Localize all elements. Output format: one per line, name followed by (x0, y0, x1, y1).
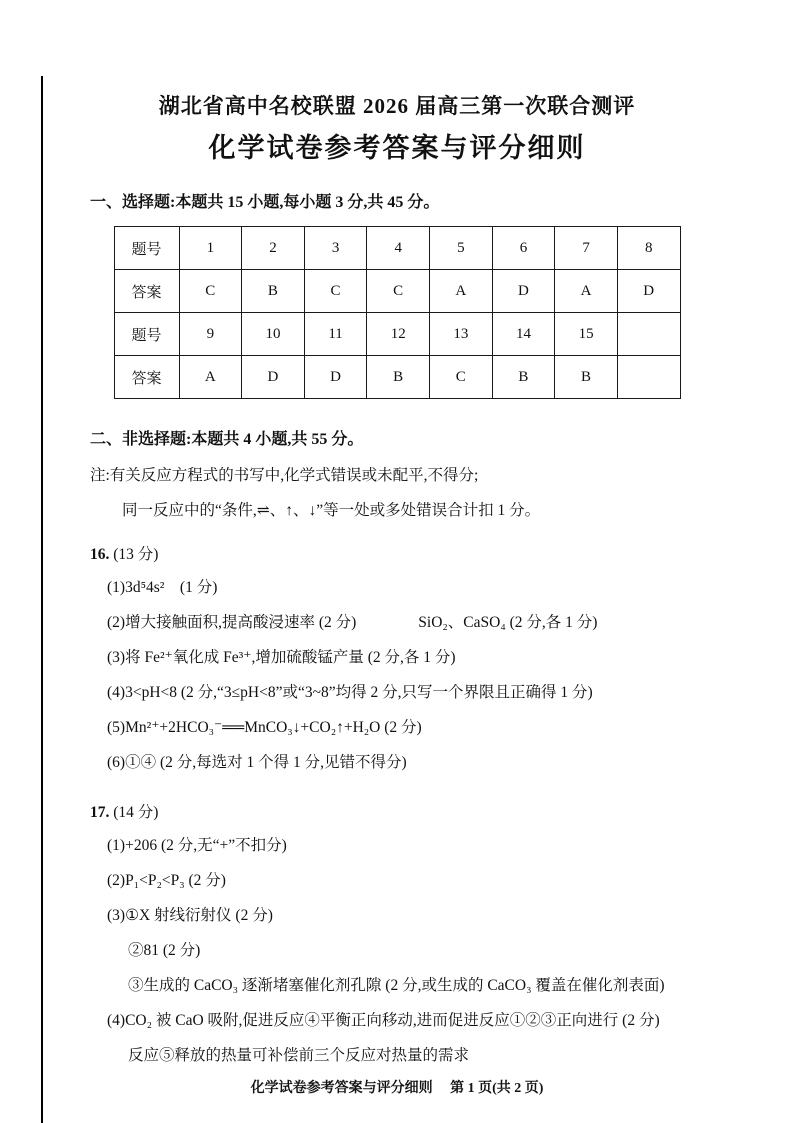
answer-line: (2)P₁<P₂<P₃ (2 分) (107, 872, 226, 889)
document-subtitle: 化学试卷参考答案与评分细则 (208, 133, 586, 163)
answer-line: ②81 (2 分) (128, 942, 201, 959)
grading-note-line-1: 注:有关反应方程式的书写中,化学式错误或未配平,不得分; (90, 467, 479, 484)
table-cell: C (179, 270, 242, 313)
table-cell (617, 313, 680, 356)
answer-line: (3)①X 射线衍射仪 (2 分) (107, 907, 273, 924)
answer-line: (1)3d⁵4s² (1 分) (107, 579, 218, 596)
table-row (114, 313, 680, 356)
grading-note-line-2: 同一反应中的“条件,⇌、↑、↓”等一处或多处错误合计扣 1 分。 (122, 502, 541, 519)
table-cell: 5 (430, 227, 493, 270)
table-cell: 15 (555, 313, 618, 356)
table-cell: 2 (242, 227, 305, 270)
choice-section-heading: 一、选择题:本题共 15 小题,每小题 3 分,共 45 分。 (90, 194, 440, 211)
table-cell: 11 (304, 313, 367, 356)
table-cell: 7 (555, 227, 618, 270)
table-cell: A (430, 270, 493, 313)
free-response-section-heading: 二、非选择题:本题共 4 小题,共 55 分。 (90, 431, 364, 448)
document-title: 湖北省高中名校联盟 2026 届高三第一次联合测评 (158, 94, 636, 118)
table-row (114, 227, 680, 270)
question-17-score: (14 分) (113, 804, 159, 821)
answer-line: (4)CO₂ 被 CaO 吸附,促进反应④平衡正向移动,进而促进反应①②③正向进行 (2 分) (107, 1012, 660, 1029)
table-cell: 8 (617, 227, 680, 270)
table-cell: 3 (304, 227, 367, 270)
table-cell: 4 (367, 227, 430, 270)
question-17-number: 17. (90, 804, 110, 821)
question-17-block (90, 798, 704, 1073)
answer-line: (4)3<pH<8 (2 分,“3≤pH<8”或“3~8”均得 2 分,只写一个界限且正确得 1 分) (107, 684, 593, 701)
answer-line: (3)将 Fe²⁺氧化成 Fe³⁺,增加硫酸锰产量 (2 分,各 1 分) (107, 649, 456, 666)
table-cell: C (304, 270, 367, 313)
table-cell: B (492, 356, 555, 399)
table-row (114, 356, 680, 399)
table-cell: 题号 (114, 227, 179, 270)
footer-document-title: 化学试卷参考答案与评分细则 (250, 1081, 433, 1096)
table-cell: B (242, 270, 305, 313)
question-16-number: 16. (90, 546, 110, 563)
footer-page-number: 第 1 页(共 2 页) (450, 1081, 544, 1096)
page-footer (0, 1077, 794, 1097)
answer-line: ③生成的 CaCO₃ 逐渐堵塞催化剂孔隙 (2 分,或生成的 CaCO₃ 覆盖在催化剂表面) (128, 977, 665, 994)
answer-line: 反应⑤释放的热量可补偿前三个反应对热量的需求 (128, 1047, 470, 1064)
table-cell: A (179, 356, 242, 399)
question-16-score: (13 分) (113, 546, 159, 563)
question-16-header (90, 540, 704, 570)
table-cell: C (367, 270, 430, 313)
table-cell: D (304, 356, 367, 399)
question-16-block (90, 540, 704, 780)
table-cell: C (430, 356, 493, 399)
table-cell: 1 (179, 227, 242, 270)
table-cell: 13 (430, 313, 493, 356)
table-cell (617, 356, 680, 399)
choice-answer-table (114, 226, 681, 399)
answer-line: (2)增大接触面积,提高酸浸速率 (2 分) SiO₂、CaSO₄ (2 分,各 1 分) (107, 614, 598, 631)
table-cell: 10 (242, 313, 305, 356)
table-cell: 12 (367, 313, 430, 356)
table-cell: 题号 (114, 313, 179, 356)
table-cell: 答案 (114, 356, 179, 399)
scan-edge-line (41, 76, 43, 1123)
table-cell: 9 (179, 313, 242, 356)
table-cell: D (242, 356, 305, 399)
table-cell: B (555, 356, 618, 399)
question-17-header (90, 798, 704, 828)
table-cell: B (367, 356, 430, 399)
table-cell: D (617, 270, 680, 313)
table-cell: 答案 (114, 270, 179, 313)
answer-line: (1)+206 (2 分,无“+”不扣分) (107, 837, 287, 854)
table-cell: A (555, 270, 618, 313)
table-cell: 6 (492, 227, 555, 270)
answer-line: (5)Mn²⁺+2HCO₃⁻══MnCO₃↓+CO₂↑+H₂O (2 分) (107, 719, 422, 736)
table-cell: D (492, 270, 555, 313)
table-row (114, 270, 680, 313)
answer-line: (6)①④ (2 分,每选对 1 个得 1 分,见错不得分) (107, 754, 407, 771)
table-cell: 14 (492, 313, 555, 356)
